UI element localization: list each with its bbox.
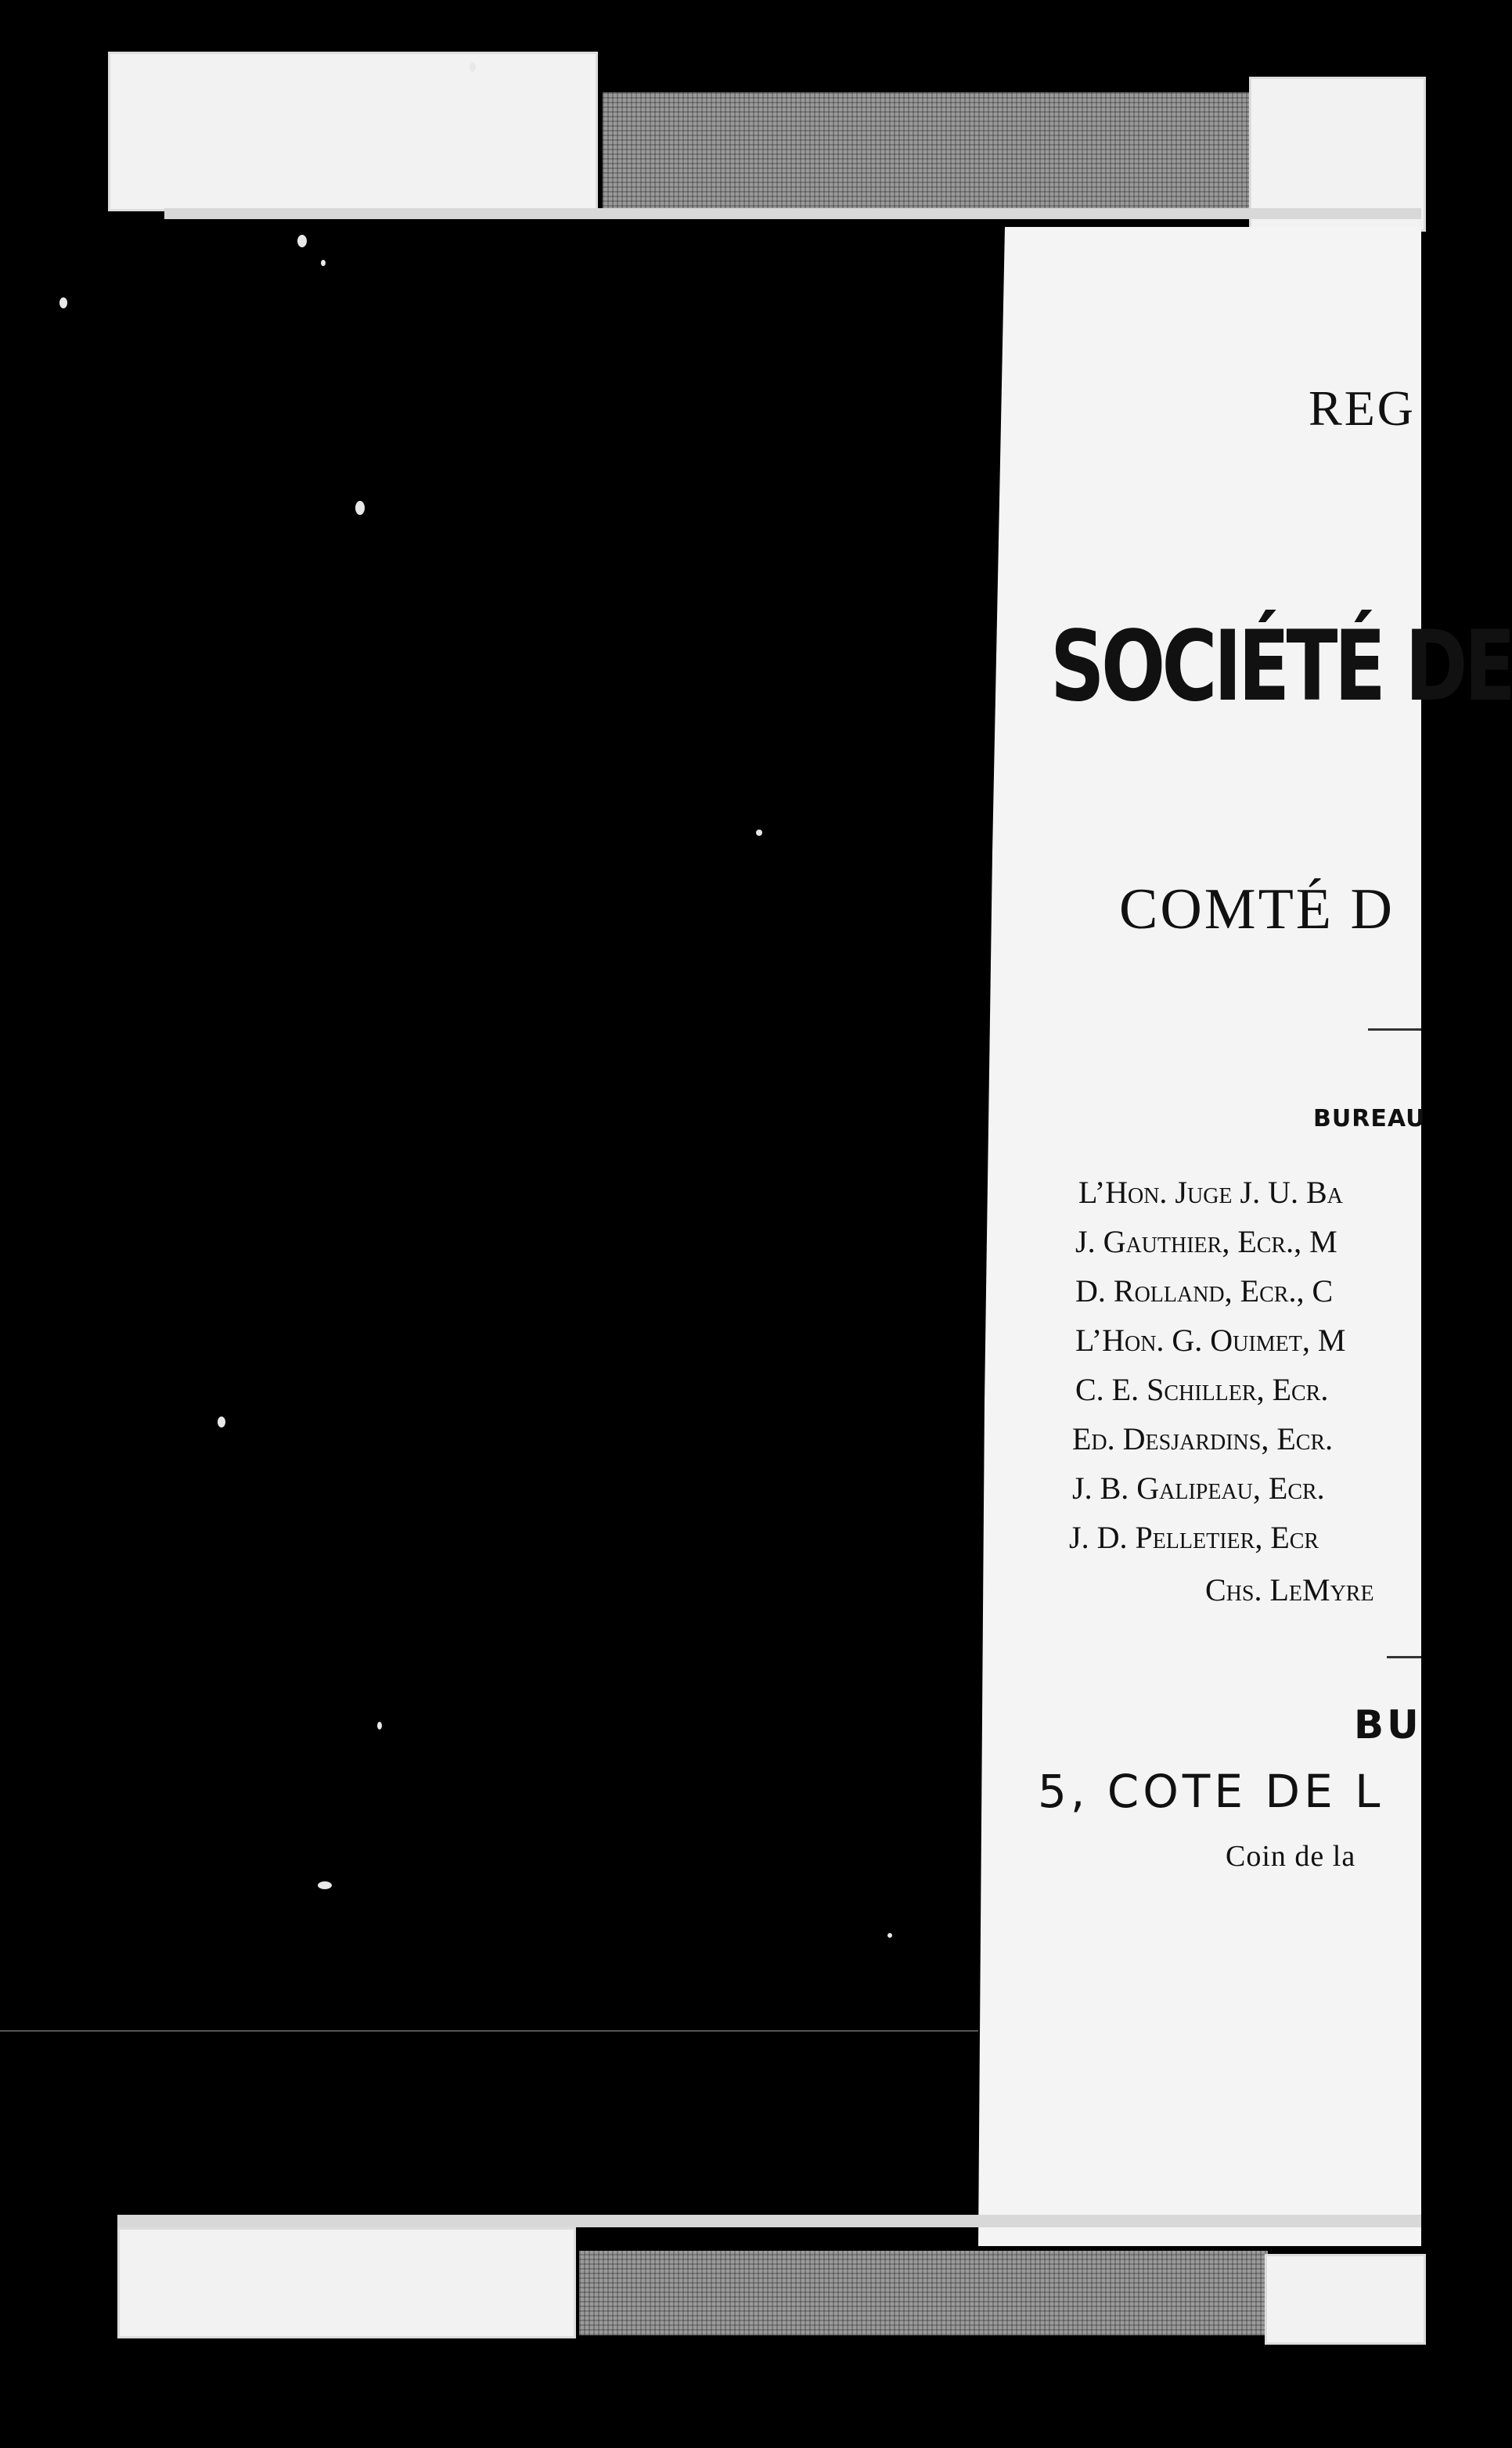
- scan-speck: [318, 1881, 332, 1889]
- corner-line: Coin de la: [1226, 1840, 1356, 1873]
- office-heading: BU: [1354, 1702, 1422, 1748]
- office-address: 5, COTE DE L: [1038, 1765, 1384, 1818]
- scan-speck: [321, 260, 326, 266]
- scan-speck: [59, 297, 67, 308]
- scan-line: [0, 2030, 978, 2032]
- top-rule: [164, 208, 1421, 219]
- scan-speck: [470, 63, 476, 72]
- top-left-label: [108, 52, 598, 211]
- divider-1: [1368, 1028, 1421, 1031]
- heading-top: REG: [1309, 380, 1416, 436]
- member-line: L’Hon. Juge J. U. Ba: [1078, 1175, 1343, 1210]
- bureau-heading: BUREAU: [1313, 1105, 1426, 1132]
- top-tape-strip: [603, 92, 1252, 216]
- bottom-tape-strip: [579, 2251, 1268, 2335]
- member-line: J. D. Pelletier, Ecr: [1069, 1520, 1319, 1555]
- member-line: D. Rolland, Ecr., C: [1075, 1273, 1334, 1309]
- scan-speck: [355, 501, 365, 515]
- scan-speck: [887, 1933, 892, 1938]
- bottom-rule: [117, 2215, 1421, 2227]
- scan-speck: [377, 1722, 382, 1730]
- secretary-line: Chs. LeMyre: [1205, 1572, 1374, 1607]
- society-title: SOCIÉTÉ DE: [1050, 610, 1512, 723]
- member-line: J. B. Galipeau, Ecr.: [1072, 1471, 1325, 1506]
- divider-2: [1387, 1656, 1421, 1658]
- bottom-right-label: [1265, 2254, 1426, 2345]
- scan-speck: [297, 235, 307, 247]
- scan-speck: [218, 1417, 225, 1427]
- member-line: C. E. Schiller, Ecr.: [1075, 1372, 1329, 1407]
- county-line: COMTÉ D: [1119, 877, 1395, 941]
- bottom-left-label: [117, 2227, 576, 2338]
- scan-speck: [756, 830, 762, 836]
- member-line: Ed. Desjardins, Ecr.: [1072, 1421, 1334, 1456]
- member-line: J. Gauthier, Ecr., M: [1075, 1224, 1337, 1259]
- member-line: L’Hon. G. Ouimet, M: [1075, 1323, 1346, 1358]
